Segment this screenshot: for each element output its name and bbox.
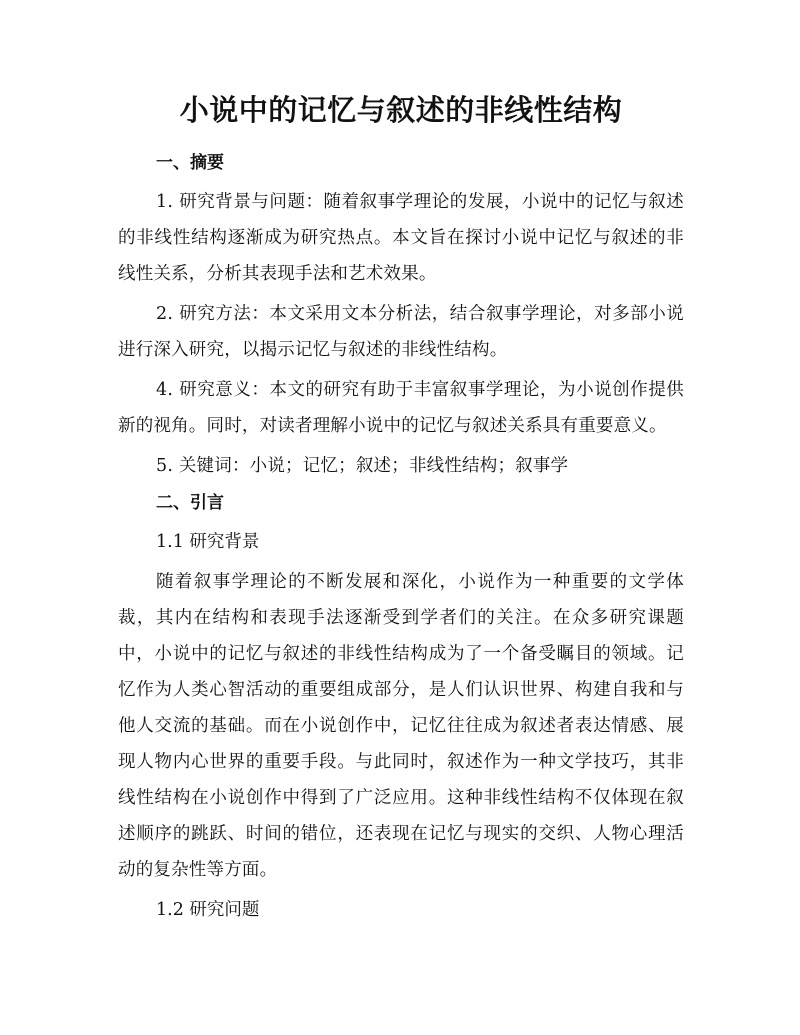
abstract-item-significance: 4. 研究意义：本文的研究有助于丰富叙事学理论，为小说创作提供新的视角。同时，对读者理解小说中的记忆与叙述关系具有重要意义。 (118, 380, 684, 436)
abstract-item-method: 2. 研究方法：本文采用文本分析法，结合叙事学理论，对多部小说进行深入研究，以揭示记忆与叙述的非线性结构。 (118, 304, 684, 360)
document-page (118, 88, 684, 928)
abstract-item-keywords: 5. 关键词：小说；记忆；叙述；非线性结构；叙事学 (156, 456, 569, 476)
subsection-heading-question: 1.2 研究问题 (156, 900, 260, 920)
section-heading-abstract: 一、摘要 (156, 153, 224, 173)
subsection-heading-background: 1.1 研究背景 (156, 532, 260, 552)
abstract-item-background: 1. 研究背景与问题：随着叙事学理论的发展，小说中的记忆与叙述的非线性结构逐渐成为研究热点。本文旨在探讨小说中记忆与叙述的非线性关系，分析其表现手法和艺术效果。 (118, 192, 684, 284)
document-title: 小说中的记忆与叙述的非线性结构 (179, 93, 623, 127)
section-heading-introduction: 二、引言 (156, 493, 224, 513)
paragraph-background: 随着叙事学理论的不断发展和深化，小说作为一种重要的文学体裁，其内在结构和表现手法逐渐受到学者们的关注。在众多研究课题中，小说中的记忆与叙述的非线性结构成为了一个备受瞩目的领域。记忆作为人类心智活动的重要组成部分，是人们认识世界、构建自我和与他人交流的基础。而在小说创作中，记忆往往成为叙述者表达情感、展现人物内心世界的重要手段。与此同时，叙述作为一种文学技巧，其非线性结构在小说创作中得到了广泛应用。这种非线性结构不仅体现在叙述顺序的跳跃、时间的错位，还表现在记忆与现实的交织、人物心理活动的复杂性等方面。 (118, 572, 684, 880)
